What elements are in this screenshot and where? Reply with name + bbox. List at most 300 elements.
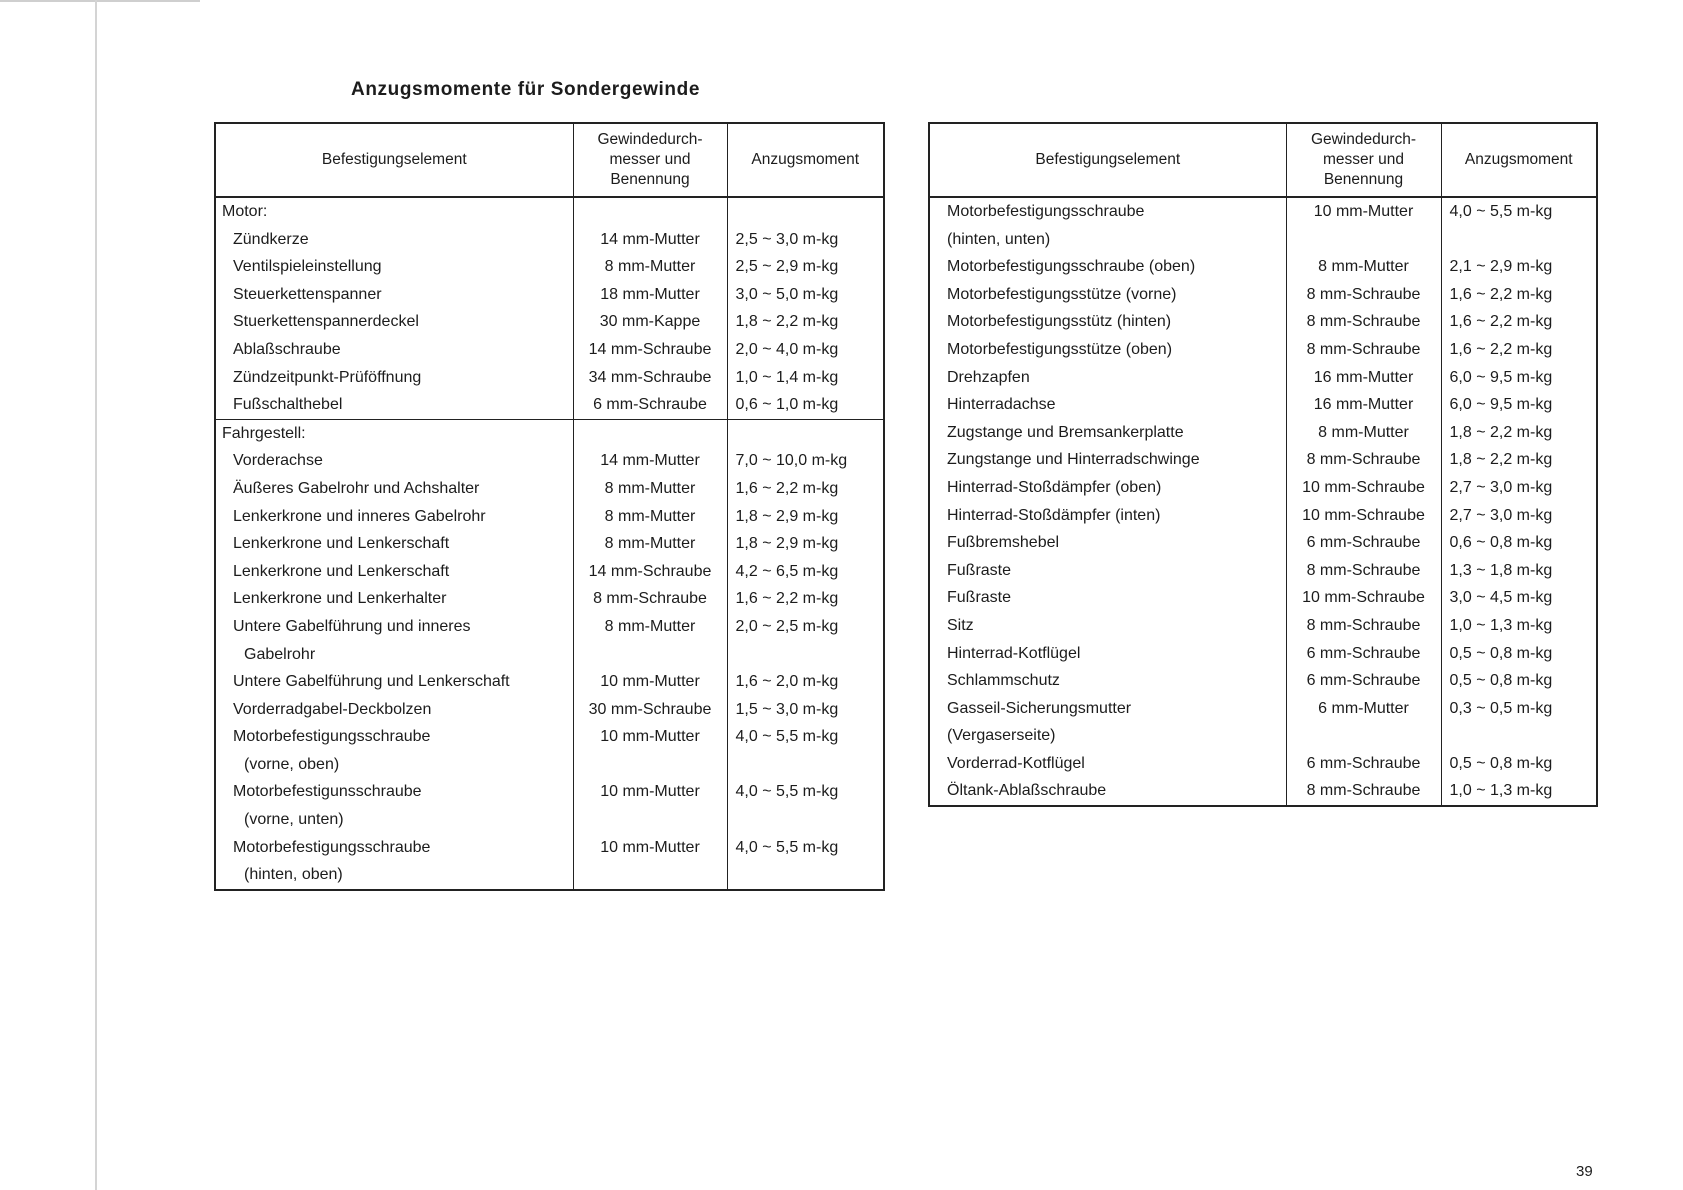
thread-cell bbox=[573, 336, 727, 364]
cell-text: Lenkerkrone und Lenkerhalter bbox=[233, 590, 447, 608]
element-cell bbox=[929, 364, 1286, 392]
cell-text: 0,3 ~ 0,5 m-kg bbox=[1449, 699, 1553, 717]
cell-text: 6 mm-Mutter bbox=[1318, 699, 1409, 717]
cell-text: 30 mm-Kappe bbox=[599, 313, 701, 331]
torque-cell bbox=[727, 281, 884, 309]
torque-cell bbox=[727, 447, 884, 475]
header-thread bbox=[573, 123, 727, 197]
cell-text: Stuerkettenspannerdeckel bbox=[233, 313, 419, 331]
cell-text: 4,0 ~ 5,5 m-kg bbox=[735, 783, 839, 801]
torque-cell bbox=[727, 391, 884, 419]
cell-text: 16 mm-Mutter bbox=[1313, 396, 1414, 414]
cell-text: 1,6 ~ 2,0 m-kg bbox=[735, 673, 839, 691]
thread-cell bbox=[573, 613, 727, 668]
section-row-chassis bbox=[215, 419, 884, 447]
cell-text: Vorderradgabel-Deckbolzen bbox=[233, 700, 432, 718]
element-cell bbox=[215, 336, 573, 364]
torque-cell bbox=[727, 503, 884, 531]
section-label: Motor: bbox=[222, 203, 268, 220]
table-row bbox=[215, 530, 884, 558]
thread-cell bbox=[573, 668, 727, 696]
cell-text: Hinterrad-Kotflügel bbox=[947, 644, 1081, 662]
thread-cell bbox=[573, 503, 727, 531]
element-cell bbox=[929, 695, 1286, 750]
element-cell bbox=[215, 585, 573, 613]
cell-text: 10 mm-Schraube bbox=[1302, 589, 1425, 607]
torque-cell bbox=[1441, 584, 1597, 612]
torque-cell bbox=[727, 613, 884, 668]
thread-cell bbox=[1286, 777, 1441, 806]
torque-cell bbox=[1441, 667, 1597, 695]
cell-text: 8 mm-Mutter bbox=[604, 479, 696, 497]
cell-text: 4,0 ~ 5,5 m-kg bbox=[735, 838, 839, 856]
thread-cell bbox=[573, 226, 727, 254]
cell-text: (hinten, oben) bbox=[244, 866, 343, 884]
cell-text: Motorbefestigungsschraube bbox=[233, 838, 431, 856]
cell-text: 14 mm-Mutter bbox=[600, 452, 700, 470]
torque-cell bbox=[1441, 308, 1597, 336]
cell-text: Lenkerkrone und inneres Gabelrohr bbox=[233, 507, 486, 525]
thread-cell bbox=[1286, 584, 1441, 612]
cell-text: 18 mm-Mutter bbox=[600, 285, 700, 303]
element-cell bbox=[215, 668, 573, 696]
cell-text: 8 mm-Mutter bbox=[604, 258, 696, 276]
table-row bbox=[215, 723, 884, 778]
cell-text: Lenkerkrone und Lenkerschaft bbox=[233, 562, 450, 580]
element-cell bbox=[215, 696, 573, 724]
table-row bbox=[215, 558, 884, 586]
cell-text: 0,6 ~ 1,0 m-kg bbox=[735, 396, 839, 414]
table-row bbox=[929, 667, 1597, 695]
cell-text: Öltank-Ablaßschraube bbox=[947, 782, 1107, 800]
torque-cell bbox=[727, 558, 884, 586]
table-row bbox=[929, 474, 1597, 502]
thread-cell bbox=[1286, 419, 1441, 447]
thread-cell bbox=[1286, 308, 1441, 336]
cell-text: 8 mm-Schraube bbox=[1306, 285, 1421, 303]
cell-text: Gabelrohr bbox=[244, 645, 316, 663]
thread-cell bbox=[573, 364, 727, 392]
cell-text: Zugstange und Bremsankerplatte bbox=[947, 423, 1184, 441]
table-row bbox=[215, 778, 884, 833]
cell-text: (Vergaserseite) bbox=[947, 727, 1056, 745]
thread-cell bbox=[1286, 474, 1441, 502]
header-thread-line: Gewindedurch- bbox=[1310, 131, 1417, 148]
element-cell bbox=[215, 475, 573, 503]
table-row bbox=[929, 364, 1597, 392]
cell-text: (vorne, unten) bbox=[244, 811, 344, 829]
cell-text: 10 mm-Schraube bbox=[1302, 506, 1425, 524]
cell-text: Motorbefestigungsschraube bbox=[947, 203, 1145, 220]
cell-text: 1,6 ~ 2,2 m-kg bbox=[1449, 285, 1553, 303]
table-row bbox=[215, 585, 884, 613]
cell-text: 34 mm-Schraube bbox=[588, 368, 712, 386]
torque-table-right bbox=[928, 122, 1598, 807]
torque-cell bbox=[1441, 281, 1597, 309]
cell-text: 7,0 ~ 10,0 m-kg bbox=[735, 452, 848, 470]
element-cell bbox=[215, 364, 573, 392]
element-cell bbox=[929, 584, 1286, 612]
thread-cell bbox=[1286, 502, 1441, 530]
cell-text: Motorbefestigungsstütze (vorne) bbox=[947, 285, 1177, 303]
torque-cell bbox=[1441, 529, 1597, 557]
element-cell bbox=[929, 557, 1286, 585]
cell-text: 30 mm-Schraube bbox=[588, 700, 712, 718]
cell-text: 2,7 ~ 3,0 m-kg bbox=[1449, 506, 1553, 524]
thread-cell bbox=[573, 475, 727, 503]
cell-text: Vorderrad-Kotflügel bbox=[947, 754, 1085, 772]
torque-cell bbox=[727, 585, 884, 613]
cell-text: 1,6 ~ 2,2 m-kg bbox=[1449, 313, 1553, 331]
page-edge-mark bbox=[0, 0, 200, 2]
thread-cell bbox=[573, 391, 727, 419]
torque-cell bbox=[727, 419, 884, 447]
binding-margin-line bbox=[95, 0, 97, 1190]
element-cell bbox=[215, 197, 573, 226]
cell-text: 4,0 ~ 5,5 m-kg bbox=[735, 728, 839, 746]
cell-text: 6 mm-Schraube bbox=[1306, 534, 1421, 552]
cell-text: 1,8 ~ 2,2 m-kg bbox=[735, 313, 839, 331]
element-cell bbox=[215, 253, 573, 281]
header-thread-line: Benennung bbox=[1323, 171, 1404, 188]
cell-text: 2,0 ~ 2,5 m-kg bbox=[735, 617, 839, 635]
element-cell bbox=[929, 474, 1286, 502]
thread-cell bbox=[573, 530, 727, 558]
cell-text: 6 mm-Schraube bbox=[1306, 754, 1421, 772]
cell-text: 14 mm-Mutter bbox=[600, 230, 700, 248]
thread-cell bbox=[1286, 640, 1441, 668]
cell-text: 10 mm-Schraube bbox=[1302, 478, 1425, 496]
thread-cell bbox=[1286, 281, 1441, 309]
thread-cell bbox=[573, 778, 727, 833]
thread-cell bbox=[573, 419, 727, 447]
cell-text: 3,0 ~ 4,5 m-kg bbox=[1449, 589, 1553, 607]
cell-text: (vorne, oben) bbox=[244, 755, 340, 773]
cell-text: Fußschalthebel bbox=[233, 396, 343, 414]
thread-cell bbox=[573, 585, 727, 613]
thread-cell bbox=[573, 696, 727, 724]
cell-text: Zungstange und Hinterradschwinge bbox=[947, 451, 1200, 469]
torque-cell bbox=[1441, 640, 1597, 668]
torque-cell bbox=[1441, 336, 1597, 364]
cell-text: Schlammschutz bbox=[947, 672, 1060, 690]
cell-text: Gasseil-Sicherungsmutter bbox=[947, 699, 1132, 717]
cell-text: 8 mm-Schraube bbox=[1306, 782, 1421, 800]
torque-cell bbox=[727, 696, 884, 724]
table-row bbox=[215, 668, 884, 696]
torque-cell bbox=[1441, 612, 1597, 640]
element-cell bbox=[215, 834, 573, 890]
header-thread-line: Benennung bbox=[610, 171, 690, 188]
cell-text: 10 mm-Mutter bbox=[600, 728, 700, 746]
cell-text: Untere Gabelführung und Lenkerschaft bbox=[233, 673, 510, 691]
thread-cell bbox=[1286, 695, 1441, 750]
thread-cell bbox=[1286, 364, 1441, 392]
thread-cell bbox=[1286, 557, 1441, 585]
cell-text: Vorderachse bbox=[233, 452, 323, 470]
torque-cell bbox=[1441, 364, 1597, 392]
element-cell bbox=[929, 197, 1286, 253]
element-cell bbox=[929, 391, 1286, 419]
cell-text: 6 mm-Schraube bbox=[1306, 672, 1421, 690]
thread-cell bbox=[573, 723, 727, 778]
thread-cell bbox=[573, 197, 727, 226]
table-row bbox=[929, 281, 1597, 309]
cell-text: 10 mm-Mutter bbox=[600, 783, 700, 801]
cell-text: Ventilspieleinstellung bbox=[233, 258, 382, 276]
cell-text: Sitz bbox=[947, 616, 974, 634]
table-row bbox=[929, 750, 1597, 778]
header-thread-line: messer und bbox=[609, 151, 691, 168]
cell-text: Zündzeitpunkt-Prüföffnung bbox=[233, 368, 422, 386]
thread-cell bbox=[573, 253, 727, 281]
torque-cell bbox=[727, 668, 884, 696]
cell-text: 2,7 ~ 3,0 m-kg bbox=[1449, 478, 1553, 496]
thread-cell bbox=[1286, 529, 1441, 557]
table-row bbox=[929, 529, 1597, 557]
section-label: Fahrgestell: bbox=[222, 424, 306, 442]
element-cell bbox=[215, 281, 573, 309]
table-row bbox=[929, 557, 1597, 585]
cell-text: Ablaßschraube bbox=[233, 340, 341, 358]
table-row bbox=[215, 696, 884, 724]
element-cell bbox=[929, 446, 1286, 474]
cell-text: 0,5 ~ 0,8 m-kg bbox=[1449, 644, 1553, 662]
thread-cell bbox=[1286, 667, 1441, 695]
page-title: Anzugsmomente für Sondergewinde bbox=[351, 79, 701, 100]
cell-text: Untere Gabelführung und inneres bbox=[233, 617, 471, 635]
cell-text: 8 mm-Mutter bbox=[604, 507, 696, 525]
torque-cell bbox=[727, 475, 884, 503]
cell-text: Hinterradachse bbox=[947, 396, 1056, 414]
cell-text: 2,5 ~ 3,0 m-kg bbox=[735, 230, 839, 248]
header-thread-line: Gewindedurch- bbox=[597, 131, 703, 148]
element-cell bbox=[929, 640, 1286, 668]
element-cell bbox=[215, 503, 573, 531]
cell-text: Motorbefestigungsschraube (oben) bbox=[947, 258, 1196, 276]
element-cell bbox=[929, 750, 1286, 778]
torque-table-left bbox=[214, 122, 885, 891]
cell-text: 1,8 ~ 2,9 m-kg bbox=[735, 507, 839, 525]
torque-cell bbox=[1441, 502, 1597, 530]
header-torque: Anzugsmoment bbox=[727, 123, 884, 197]
table-row bbox=[215, 834, 884, 890]
torque-cell bbox=[1441, 557, 1597, 585]
cell-text: 8 mm-Mutter bbox=[1318, 423, 1409, 441]
cell-text: 1,0 ~ 1,3 m-kg bbox=[1449, 616, 1553, 634]
cell-text: Motorbefestigungsstütze (oben) bbox=[947, 340, 1173, 358]
torque-cell bbox=[727, 530, 884, 558]
table-row bbox=[929, 336, 1597, 364]
torque-cell bbox=[1441, 474, 1597, 502]
cell-text: Fußraste bbox=[947, 589, 1012, 607]
header-torque: Anzugsmoment bbox=[1441, 123, 1597, 197]
element-cell bbox=[215, 419, 573, 447]
table-row bbox=[929, 502, 1597, 530]
table-row bbox=[215, 503, 884, 531]
element-cell bbox=[929, 777, 1286, 806]
element-cell bbox=[929, 336, 1286, 364]
cell-text: Motorbefestigungsstütz (hinten) bbox=[947, 313, 1172, 331]
cell-text: 16 mm-Mutter bbox=[1313, 368, 1414, 386]
table-row bbox=[215, 391, 884, 419]
header-element: Befestigungselement bbox=[929, 123, 1286, 197]
thread-cell bbox=[1286, 197, 1441, 253]
table-body bbox=[929, 197, 1597, 806]
thread-cell bbox=[573, 834, 727, 890]
torque-cell bbox=[1441, 777, 1597, 806]
element-cell bbox=[215, 530, 573, 558]
cell-text: 1,6 ~ 2,2 m-kg bbox=[1449, 340, 1553, 358]
cell-text: 4,2 ~ 6,5 m-kg bbox=[735, 562, 839, 580]
table-row bbox=[929, 640, 1597, 668]
table-row bbox=[929, 419, 1597, 447]
thread-cell bbox=[573, 447, 727, 475]
torque-cell bbox=[1441, 253, 1597, 281]
cell-text: 1,5 ~ 3,0 m-kg bbox=[735, 700, 839, 718]
cell-text: 2,0 ~ 4,0 m-kg bbox=[735, 340, 839, 358]
table-row bbox=[215, 226, 884, 254]
cell-text: 1,0 ~ 1,3 m-kg bbox=[1449, 782, 1553, 800]
cell-text: 1,8 ~ 2,2 m-kg bbox=[1449, 451, 1553, 469]
thread-cell bbox=[1286, 446, 1441, 474]
page-number: 39 bbox=[1576, 1163, 1593, 1180]
cell-text: 6 mm-Schraube bbox=[593, 396, 707, 414]
cell-text: 2,5 ~ 2,9 m-kg bbox=[735, 258, 839, 276]
header-element: Befestigungselement bbox=[215, 123, 573, 197]
table-row bbox=[929, 253, 1597, 281]
cell-text: Zündkerze bbox=[233, 230, 309, 248]
table-row bbox=[929, 308, 1597, 336]
table-row bbox=[929, 584, 1597, 612]
cell-text: 6,0 ~ 9,5 m-kg bbox=[1449, 396, 1553, 414]
thread-cell bbox=[573, 558, 727, 586]
thread-cell bbox=[1286, 750, 1441, 778]
cell-text: 1,6 ~ 2,2 m-kg bbox=[735, 479, 839, 497]
torque-cell bbox=[727, 364, 884, 392]
cell-text: 8 mm-Schraube bbox=[1306, 313, 1421, 331]
cell-text: 1,8 ~ 2,2 m-kg bbox=[1449, 423, 1553, 441]
torque-cell bbox=[1441, 419, 1597, 447]
cell-text: 8 mm-Schraube bbox=[1306, 451, 1421, 469]
thread-cell bbox=[573, 281, 727, 309]
element-cell bbox=[215, 778, 573, 833]
thread-cell bbox=[573, 308, 727, 336]
table-row bbox=[215, 447, 884, 475]
element-cell bbox=[215, 723, 573, 778]
torque-cell bbox=[727, 336, 884, 364]
element-cell bbox=[929, 529, 1286, 557]
cell-text: 0,6 ~ 0,8 m-kg bbox=[1449, 534, 1553, 552]
cell-text: 10 mm-Mutter bbox=[600, 838, 700, 856]
cell-text: Hinterrad-Stoßdämpfer (oben) bbox=[947, 478, 1162, 496]
cell-text: 10 mm-Mutter bbox=[1313, 203, 1414, 220]
table-row bbox=[929, 777, 1597, 806]
cell-text: 1,0 ~ 1,4 m-kg bbox=[735, 368, 839, 386]
torque-cell bbox=[727, 197, 884, 226]
table-row bbox=[929, 612, 1597, 640]
cell-text: 4,0 ~ 5,5 m-kg bbox=[1449, 203, 1553, 220]
element-cell bbox=[215, 391, 573, 419]
torque-cell bbox=[727, 308, 884, 336]
cell-text: Motorbefestigunsschraube bbox=[233, 783, 422, 801]
cell-text: 14 mm-Schraube bbox=[588, 340, 712, 358]
element-cell bbox=[215, 558, 573, 586]
element-cell bbox=[215, 447, 573, 475]
cell-text: 0,5 ~ 0,8 m-kg bbox=[1449, 754, 1553, 772]
torque-cell bbox=[1441, 391, 1597, 419]
table-header-row bbox=[215, 123, 884, 197]
cell-text: 8 mm-Mutter bbox=[1318, 258, 1409, 276]
element-cell bbox=[929, 281, 1286, 309]
torque-cell bbox=[727, 778, 884, 833]
thread-cell bbox=[1286, 391, 1441, 419]
table-row bbox=[929, 197, 1597, 253]
cell-text: 8 mm-Schraube bbox=[593, 590, 707, 608]
table-row bbox=[215, 613, 884, 668]
cell-text: 14 mm-Schraube bbox=[588, 562, 712, 580]
table-row bbox=[929, 446, 1597, 474]
cell-text: 1,6 ~ 2,2 m-kg bbox=[735, 590, 839, 608]
element-cell bbox=[929, 667, 1286, 695]
torque-cell bbox=[1441, 446, 1597, 474]
torque-cell bbox=[727, 723, 884, 778]
cell-text: 8 mm-Schraube bbox=[1306, 340, 1421, 358]
cell-text: 6 mm-Schraube bbox=[1306, 644, 1421, 662]
cell-text: 8 mm-Schraube bbox=[1306, 616, 1421, 634]
cell-text: 8 mm-Mutter bbox=[604, 535, 696, 553]
cell-text: 6,0 ~ 9,5 m-kg bbox=[1449, 368, 1553, 386]
cell-text: 8 mm-Mutter bbox=[604, 617, 696, 635]
cell-text: 2,1 ~ 2,9 m-kg bbox=[1449, 258, 1553, 276]
cell-text: 0,5 ~ 0,8 m-kg bbox=[1449, 672, 1553, 690]
torque-cell bbox=[1441, 750, 1597, 778]
element-cell bbox=[929, 612, 1286, 640]
torque-cell bbox=[727, 834, 884, 890]
cell-text: Hinterrad-Stoßdämpfer (inten) bbox=[947, 506, 1161, 524]
element-cell bbox=[929, 502, 1286, 530]
table-row bbox=[215, 336, 884, 364]
header-thread-line: messer und bbox=[1323, 151, 1404, 168]
table-row bbox=[215, 308, 884, 336]
table-row bbox=[215, 475, 884, 503]
thread-cell bbox=[1286, 253, 1441, 281]
table-row bbox=[215, 281, 884, 309]
table-body bbox=[215, 197, 884, 890]
table-row bbox=[215, 253, 884, 281]
cell-text: 1,3 ~ 1,8 m-kg bbox=[1449, 561, 1553, 579]
cell-text: 3,0 ~ 5,0 m-kg bbox=[735, 285, 839, 303]
cell-text: Lenkerkrone und Lenkerschaft bbox=[233, 535, 450, 553]
cell-text: 10 mm-Mutter bbox=[600, 673, 700, 691]
cell-text: Drehzapfen bbox=[947, 368, 1030, 386]
thread-cell bbox=[1286, 612, 1441, 640]
header-thread bbox=[1286, 123, 1441, 197]
element-cell bbox=[929, 253, 1286, 281]
thread-cell bbox=[1286, 336, 1441, 364]
cell-text: Fußbremshebel bbox=[947, 534, 1060, 552]
table-row bbox=[215, 364, 884, 392]
element-cell bbox=[215, 226, 573, 254]
cell-text: Motorbefestigungsschraube bbox=[233, 728, 431, 746]
element-cell bbox=[929, 419, 1286, 447]
cell-text: 8 mm-Schraube bbox=[1306, 561, 1421, 579]
element-cell bbox=[929, 308, 1286, 336]
torque-cell bbox=[1441, 695, 1597, 750]
cell-text: Äußeres Gabelrohr und Achshalter bbox=[233, 479, 480, 497]
table-row bbox=[929, 391, 1597, 419]
torque-cell bbox=[727, 226, 884, 254]
